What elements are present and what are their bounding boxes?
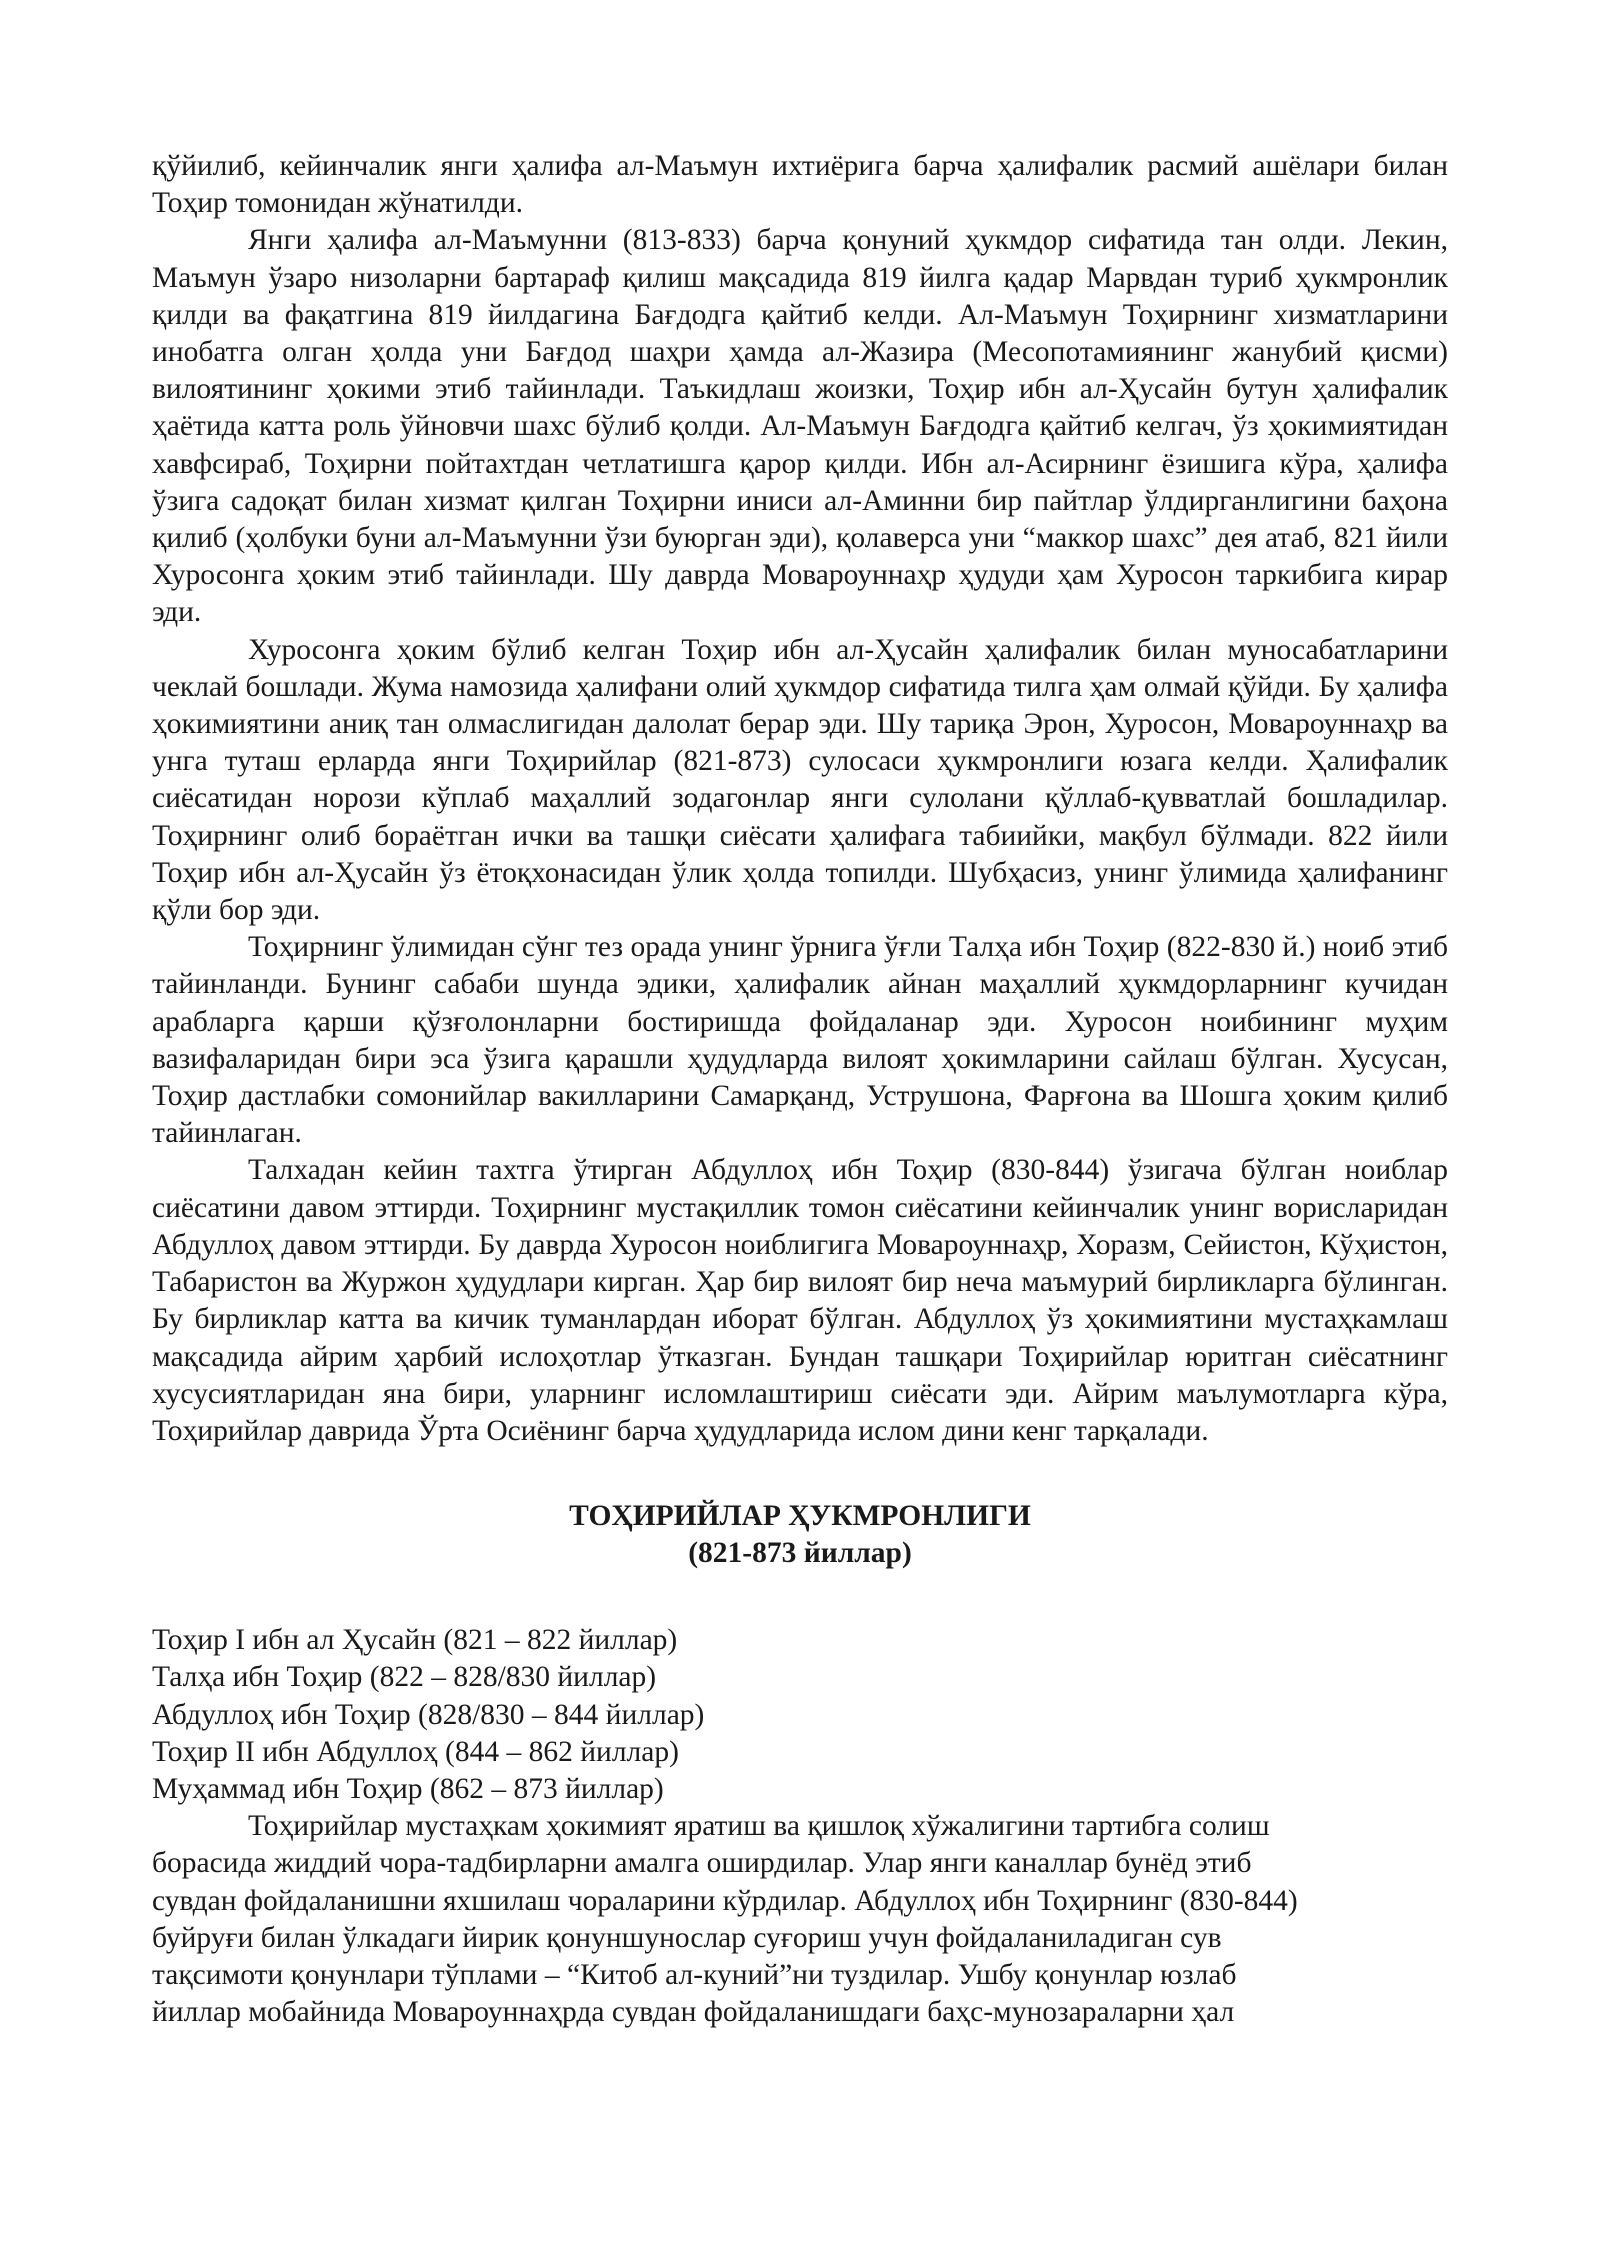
text-line: борасида жиддий чора-тадбирларни амалга оширдилар. Улар янги каналлар бунёд этиб [152, 1847, 1252, 1880]
text-line: Тоҳирийлар мустаҳкам ҳокимият яратиш ва қишлоқ хўжалигини тартибга солиш [248, 1810, 1270, 1843]
document-page [152, 148, 1448, 2031]
text-line: йиллар мобайнида Мовароуннаҳрда сувдан фойдаланишдаги баҳс-мунозараларни ҳал [152, 1996, 1235, 2029]
paragraph-4: Тоҳирнинг ўлимидан сўнг тез орада унинг ўрнига ўғли Талҳа ибн Тоҳир (822-830 й.) ноиб этиб тайинланди. Бунинг сабаби шунда эдики, ҳалифалик айнан маҳаллий ҳукмдорларнинг кучидан арабларга қарши қўзғолонларни бостиришда фойдаланар эди. Хуросон ноибининг муҳим вазифаларидан бири эса ўзига қарашли ҳудудларда вилоят ҳокимларини сайлаш бўлган. Хусусан, Тоҳир дастлабки сомонийлар вакилларини Самарқанд, Уструшона, Фарғона ва Шошга ҳоким қилиб тайинлаган. [152, 931, 1448, 1150]
list-item: Абдуллоҳ ибн Тоҳир (828/830 – 844 йиллар) [152, 1698, 705, 1731]
text-line: буйруғи билан ўлкадаги йирик қонуншунослар суғориш учун фойдаланиладиган сув [152, 1921, 1222, 1954]
paragraph-6 [152, 1808, 1448, 2031]
paragraph-1: қўйилиб, кейинчалик янги ҳалифа ал-Маъмун ихтиёрига барча ҳалифалик расмий ашёлари билан Тоҳир томонидан жўнатилди. [152, 150, 1448, 220]
section-heading [152, 1498, 1448, 1572]
list-item: Тоҳир I ибн ал Ҳусайн (821 – 822 йиллар) [152, 1624, 678, 1657]
list-item: Тоҳир II ибн Абдуллоҳ (844 – 862 йиллар) [152, 1735, 679, 1768]
text-line: тақсимоти қонунлари тўплами – “Китоб ал-куний”ни туздилар. Ушбу қонунлар юзлаб [152, 1958, 1237, 1991]
rulers-list [152, 1622, 1448, 1808]
section-title: ТОҲИРИЙЛАР ҲУКМРОНЛИГИ [569, 1500, 1031, 1533]
text-line: сувдан фойдаланишни яхшилаш чораларини кўрдилар. Абдуллоҳ ибн Тоҳирнинг (830-844) [152, 1884, 1298, 1917]
paragraph-2: Янги ҳалифа ал-Маъмунни (813-833) барча қонуний ҳукмдор сифатида тан олди. Лекин, Маъмун ўзаро низоларни бартараф қилиш мақсадида 819 йилга қадар Марвдан туриб ҳукмронлик қилди ва фақатгина 819 йилдагина Бағдодга қайтиб келди. Ал-Маъмун Тоҳирнинг хизматларини инобатга олган ҳолда уни Бағдод шаҳри ҳамда ал-Жазира (Месопотамиянинг жанубий қисми) вилоятининг ҳокими этиб тайинлади. Таъкидлаш жоизки, Тоҳир ибн ал-Ҳусайн бутун ҳалифалик ҳаётида катта роль ўйновчи шахс бўлиб қолди. Ал-Маъмун Бағдодга қайтиб келгач, ўз ҳокимиятидан хавфсираб, Тоҳирни пойтахтдан четлатишга қарор қилди. Ибн ал-Асирнинг ёзишига кўра, ҳалифа ўзига садоқат билан хизмат қилган Тоҳирни иниси ал-Аминни бир пайтлар ўлдирганлигини баҳона қилиб (ҳолбуки буни ал-Маъмунни ўзи буюрган эди), қолаверса уни “маккор шахс” дея атаб, 821 йили Хуросонга ҳоким этиб тайинлади. Шу даврда Мовароуннаҳр ҳудуди ҳам Хуросон таркибига кирар эди. [152, 224, 1448, 629]
section-subtitle: (821-873 йиллар) [688, 1537, 912, 1570]
paragraph-3: Хуросонга ҳоким бўлиб келган Тоҳир ибн ал-Ҳусайн ҳалифалик билан муносабатларини чеклай бошлади. Жума намозида ҳалифани олий ҳукмдор сифатида тилга ҳам олмай қўйди. Бу ҳалифа ҳокимиятини аниқ тан олмаслигидан далолат берар эди. Шу тариқа Эрон, Хуросон, Мовароуннаҳр ва унга туташ ерларда янги Тоҳирийлар (821-873) сулосаси ҳукмронлиги юзага келди. Ҳалифалик сиёсатидан норози кўплаб маҳаллий зодагонлар янги сулолани қўллаб-қувватлай бошладилар. Тоҳирнинг олиб бораётган ички ва ташқи сиёсати ҳалифага табиийки, мақбул бўлмади. 822 йили Тоҳир ибн ал-Ҳусайн ўз ётоқхонасидан ўлик ҳолда топилди. Шубҳасиз, унинг ўлимида ҳалифанинг қўли бор эди. [152, 633, 1448, 927]
list-item: Муҳаммад ибн Тоҳир (862 – 873 йиллар) [152, 1772, 664, 1805]
list-item: Талҳа ибн Тоҳир (822 – 828/830 йиллар) [152, 1661, 657, 1694]
paragraph-5: Талхадан кейин тахтга ўтирган Абдуллоҳ ибн Тоҳир (830-844) ўзигача бўлган ноиблар сиёсатини давом эттирди. Тоҳирнинг мустақиллик томон сиёсатини кейинчалик унинг ворисларидан Абдуллоҳ давом эттирди. Бу даврда Хуросон ноиблигига Мовароуннаҳр, Хоразм, Сейистон, Кўҳистон, Табаристон ва Журжон ҳудудлари кирган. Ҳар бир вилоят бир неча маъмурий бирликларга бўлинган. Бу бирликлар катта ва кичик туманлардан иборат бўлган. Абдуллоҳ ўз ҳокимиятини мустаҳкамлаш мақсадида айрим ҳарбий ислоҳотлар ўтказган. Бундан ташқари Тоҳирийлар юритган сиёсатнинг хусусиятларидан яна бири, уларнинг исломлаштириш сиёсати эди. Айрим маълумотларга кўра, Тоҳирийлар даврида Ўрта Осиёнинг барча ҳудудларида ислом дини кенг тарқалади. [152, 1154, 1448, 1447]
